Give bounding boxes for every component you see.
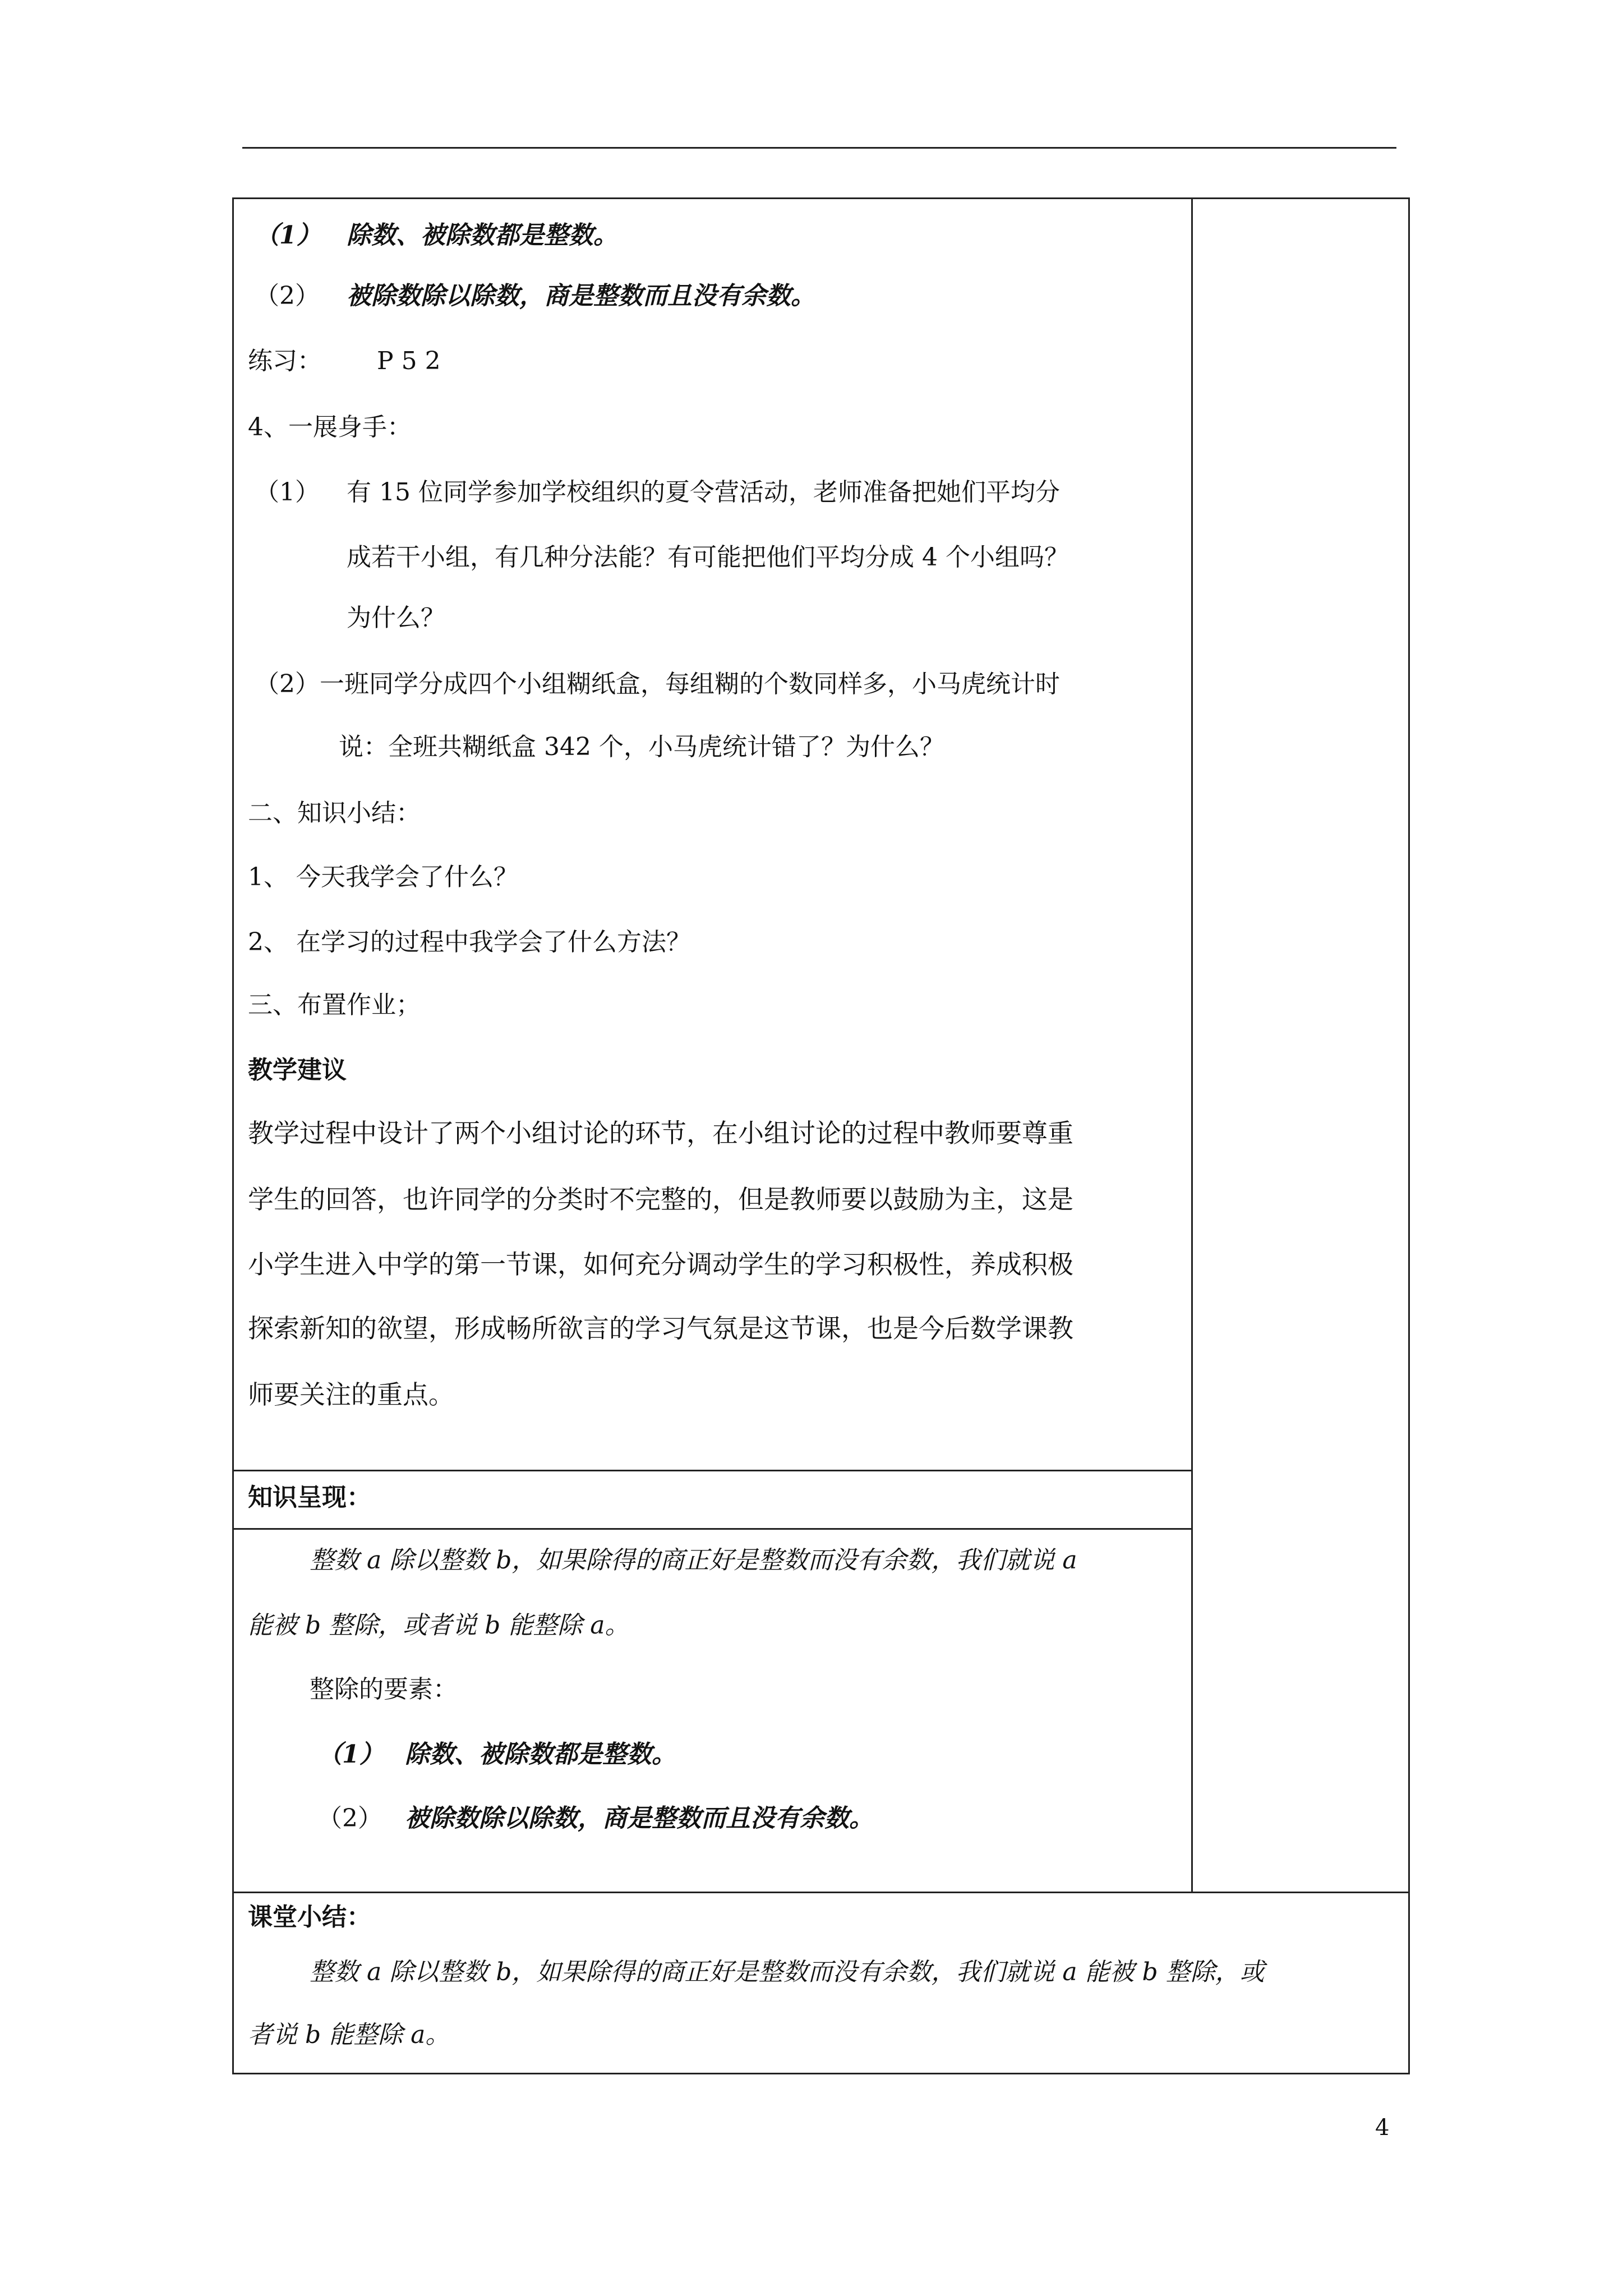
condition-2-number: （2） — [255, 282, 320, 310]
condition-2-text: 被除数除以除数，商是整数而且没有余数。 — [347, 282, 815, 310]
question-1-line-3: 为什么？ — [347, 604, 445, 632]
try-heading: 4、一展身手： — [248, 413, 412, 441]
question-1-line-1: 有 15 位同学参加学校组织的夏令营活动，老师准备把她们平均分 — [347, 478, 1060, 507]
summary-item-2: 2、 在学习的过程中我学会了什么方法？ — [248, 928, 691, 956]
knowledge-heading: 知识呈现： — [248, 1483, 371, 1512]
question-2-line-1: （2）一班同学分成四个小组糊纸盒，每组糊的个数同样多，小马虎统计时 — [255, 670, 1060, 698]
page-number: 4 — [1375, 2115, 1390, 2141]
question-1-number: （1） — [255, 478, 320, 507]
knowledge-condition-2-number: （2） — [317, 1804, 382, 1833]
question-1-line-2: 成若干小组，有几种分法能？有可能把他们平均分成 4 个小组吗？ — [347, 543, 1069, 572]
class-summary-line-1: 整数 a 除以整数 b，如果除得的商正好是整数而没有余数，我们就说 a 能被 b 整除，或 — [310, 1958, 1265, 1986]
practice-label: 练习： — [248, 347, 322, 375]
practice-reference: P 5 2 — [377, 347, 441, 375]
condition-1-number: （1） — [255, 221, 321, 250]
knowledge-condition-1-number: （1） — [317, 1740, 384, 1769]
knowledge-condition-1-text: 除数、被除数都是整数。 — [405, 1740, 676, 1769]
homework-heading: 三、布置作业； — [248, 991, 421, 1019]
row-divider-knowledge-body — [232, 1528, 1192, 1530]
class-summary-line-2: 者说 b 能整除 a。 — [248, 2021, 450, 2049]
advice-line-5: 师要关注的重点。 — [248, 1379, 454, 1410]
divisibility-elements-label: 整除的要素： — [310, 1675, 458, 1704]
advice-line-4: 探索新知的欲望，形成畅所欲言的学习气氛是这节课，也是今后数学课教 — [248, 1313, 1073, 1343]
teaching-advice-heading: 教学建议 — [248, 1056, 347, 1084]
summary-item-1: 1、 今天我学会了什么？ — [248, 863, 518, 891]
row-divider-knowledge — [232, 1470, 1192, 1471]
summary-heading: 二、知识小结： — [248, 799, 421, 827]
row-divider-summary — [232, 1892, 1410, 1893]
class-summary-heading: 课堂小结： — [248, 1903, 371, 1931]
header-rule — [242, 147, 1396, 149]
condition-1-text: 除数、被除数都是整数。 — [347, 221, 618, 250]
advice-line-2: 学生的回答，也许同学的分类时不完整的，但是教师要以鼓励为主，这是 — [248, 1184, 1073, 1214]
knowledge-line-1: 整数 a 除以整数 b，如果除得的商正好是整数而没有余数，我们就说 a — [310, 1546, 1077, 1575]
question-2-line-2: 说：全班共糊纸盒 342 个，小马虎统计错了？为什么？ — [339, 733, 944, 761]
knowledge-line-2: 能被 b 整除，或者说 b 能整除 a。 — [248, 1611, 630, 1640]
knowledge-condition-2-text: 被除数除以除数，商是整数而且没有余数。 — [405, 1804, 874, 1833]
notes-column-divider — [1191, 197, 1193, 1892]
advice-line-3: 小学生进入中学的第一节课，如何充分调动学生的学习积极性，养成积极 — [248, 1249, 1073, 1280]
advice-line-1: 教学过程中设计了两个小组讨论的环节，在小组讨论的过程中教师要尊重 — [248, 1118, 1073, 1148]
